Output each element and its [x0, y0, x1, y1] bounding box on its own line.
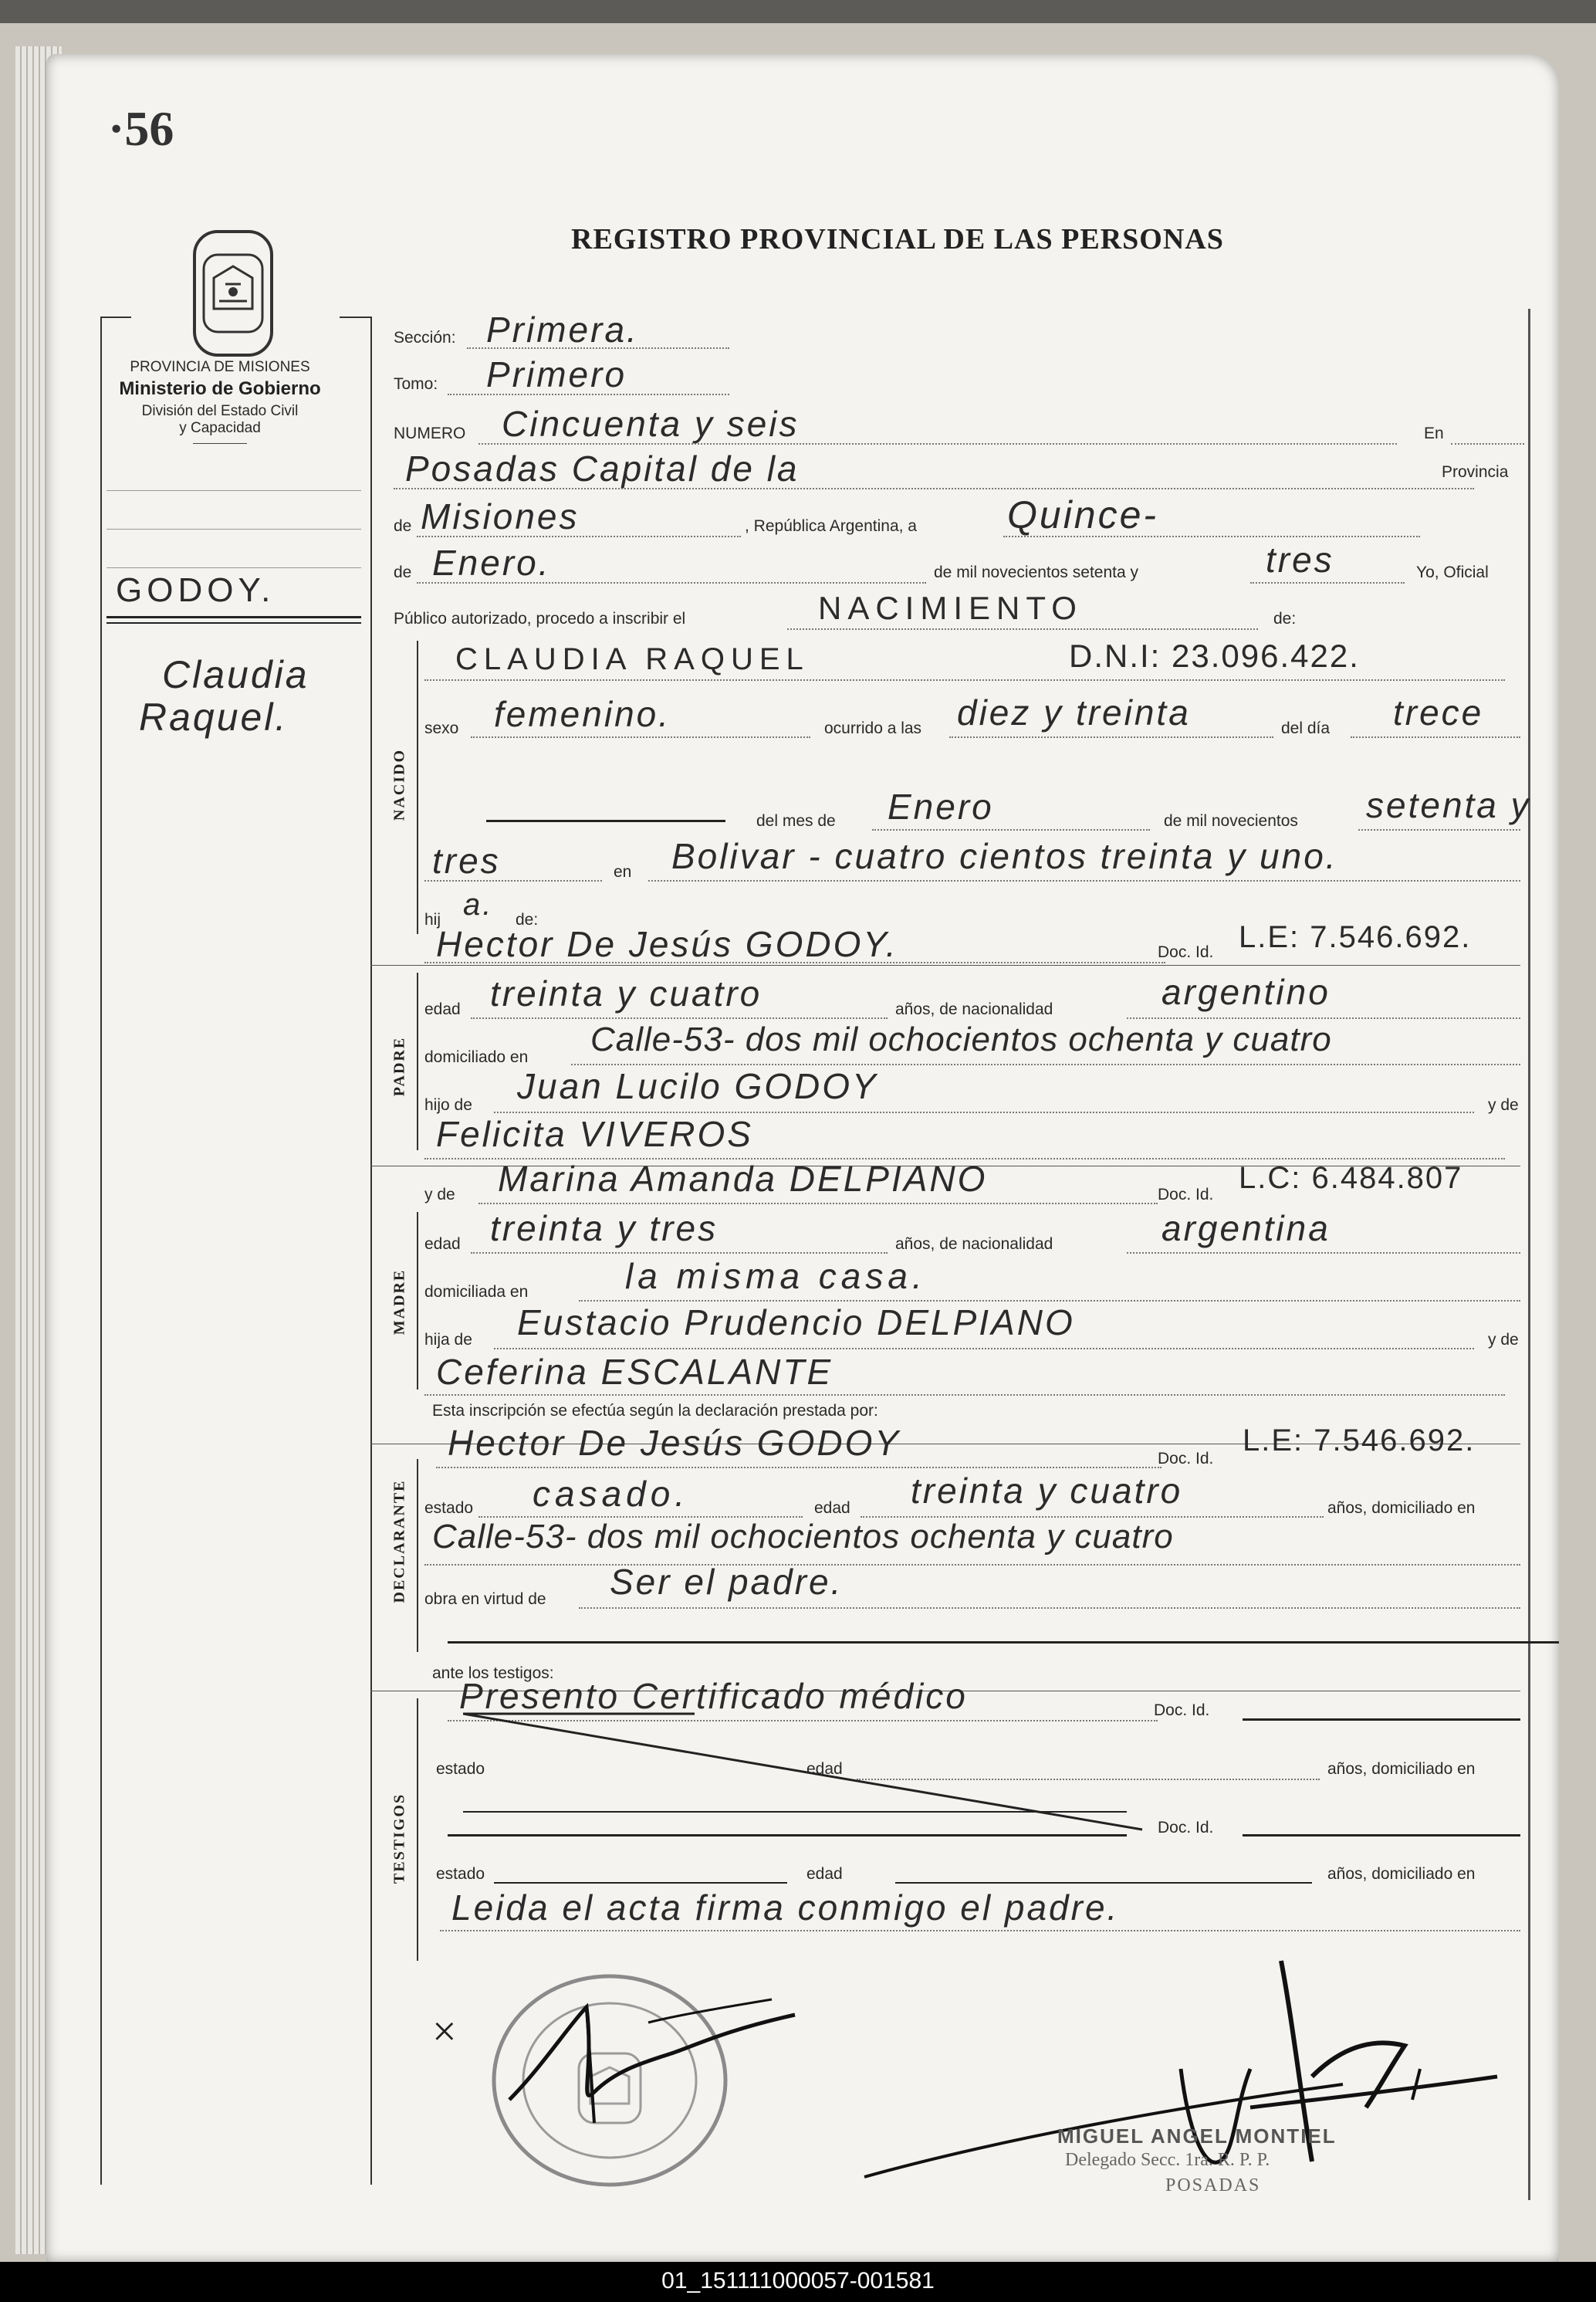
provincia-value: Misiones	[421, 496, 580, 537]
padre-nombre-dots	[424, 962, 1165, 963]
madre-madre-value: Ceferina ESCALANTE	[436, 1352, 834, 1392]
provincia-de-label: de	[394, 517, 412, 535]
padre-madre-value: Felicita VIVEROS	[436, 1114, 753, 1154]
nacido-nombre: CLAUDIA RAQUEL	[455, 642, 810, 676]
declarante-section-label: DECLARANTE	[391, 1479, 408, 1603]
testigos-edad2-line	[895, 1882, 1312, 1884]
madre-domicilio-value: la misma casa.	[625, 1256, 927, 1296]
testigos-bracket	[417, 1698, 418, 1961]
padre-section-label: PADRE	[391, 1036, 408, 1097]
seccion-dots	[467, 347, 729, 349]
madre-padre-dots	[494, 1348, 1474, 1349]
page-title: REGISTRO PROVINCIAL DE LAS PERSONAS	[571, 223, 1224, 256]
madre-nombre-dots	[478, 1203, 1158, 1204]
madre-domicilio-label: domiciliada en	[424, 1283, 529, 1301]
sexo-dots	[471, 736, 810, 738]
declarante-nombre: Hector De Jesús GODOY	[448, 1423, 901, 1463]
division-line-2: y Capacidad	[179, 420, 261, 436]
dia-dots	[1003, 536, 1420, 537]
nacido-section-label: NACIDO	[391, 748, 408, 821]
madre-doc-value: L.C: 6.484.807	[1239, 1161, 1463, 1195]
padre-doc-value: L.E: 7.546.692.	[1239, 920, 1472, 954]
margin-surname: GODOY.	[116, 571, 276, 609]
declarante-doc-value: L.E: 7.546.692.	[1243, 1424, 1476, 1457]
blank-day-line	[486, 820, 725, 822]
mil-nacimiento-label: de mil novecientos	[1164, 812, 1298, 830]
division-underline	[193, 443, 247, 444]
testigos-estado2-line	[494, 1882, 787, 1884]
anio-nacimiento-dots	[1358, 829, 1520, 831]
mark-x: ×	[432, 2008, 457, 2056]
declarante-dom-label: años, domiciliado en	[1327, 1499, 1476, 1517]
lugar-en-label: en	[614, 863, 632, 881]
mes-nacimiento-value: Enero	[888, 787, 994, 827]
testigo-2-doc-line	[1243, 1834, 1520, 1837]
declarante-obra-label: obra en virtud de	[424, 1590, 546, 1608]
sexo-value: femenino.	[494, 694, 671, 734]
provincia-label: Provincia	[1442, 463, 1509, 481]
del-mes-label: del mes de	[756, 812, 836, 830]
testigos-ante-label: ante los testigos:	[432, 1664, 554, 1682]
declarante-obra-dots	[579, 1607, 1520, 1609]
closing-text: Leida el acta firma conmigo el padre.	[451, 1887, 1120, 1928]
register-page	[46, 54, 1559, 2262]
numero-label: NUMERO	[394, 425, 466, 442]
hij-de-label: de:	[516, 911, 539, 929]
seccion-label: Sección:	[394, 329, 456, 347]
closing-dots	[440, 1930, 1520, 1931]
hora-value: diez y treinta	[957, 692, 1191, 733]
margin-rule-3	[107, 567, 361, 568]
province-name: PROVINCIA DE MISIONES	[130, 359, 310, 375]
padre-nacionalidad-dots	[1127, 1017, 1520, 1019]
padre-domicilio-value: Calle-53- dos mil ochocientos ochenta y cuatro	[590, 1021, 1332, 1058]
padre-nombre: Hector De Jesús GODOY.	[436, 924, 898, 964]
anio-dots	[1250, 582, 1405, 584]
hij-label: hij	[424, 911, 441, 929]
padre-edad-label: edad	[424, 1000, 461, 1018]
madre-edad-value: treinta y tres	[490, 1208, 719, 1248]
margin-surname-underline-2	[107, 622, 361, 624]
sexo-label: sexo	[424, 719, 459, 737]
label-column-border	[370, 317, 372, 2185]
madre-yde-label: y de	[424, 1186, 455, 1203]
republica-label: , República Argentina, a	[745, 517, 917, 535]
numero-value: Cincuenta y seis	[502, 404, 800, 444]
padre-yde-label: y de	[1488, 1096, 1519, 1114]
padre-padre-value: Juan Lucilo GODOY	[517, 1066, 878, 1106]
header-top-rule	[100, 317, 131, 318]
lugar-dots	[394, 488, 1474, 489]
acto-dots	[787, 628, 1258, 630]
madre-doc-label: Doc. Id.	[1158, 1186, 1214, 1203]
right-margin-border	[1528, 309, 1530, 2200]
acto-de-label: de:	[1273, 610, 1297, 628]
margin-surname-underline	[107, 616, 361, 618]
province-seal-icon	[179, 224, 287, 363]
madre-edad-dots	[471, 1252, 888, 1254]
seccion-value: Primera.	[486, 310, 639, 350]
padre-edad-value: treinta y cuatro	[490, 973, 762, 1014]
declarante-estado-value: casado.	[533, 1474, 690, 1514]
margin-given-name-1: Claudia	[162, 653, 309, 696]
testigo-1-doc-line	[1243, 1718, 1520, 1721]
madre-hija-label: hija de	[424, 1331, 472, 1349]
mes-value: Enero.	[432, 543, 551, 583]
padre-nacionalidad-value: argentino	[1161, 972, 1331, 1012]
padre-edad-dots	[471, 1017, 888, 1019]
anio-nacimiento-value: setenta y	[1366, 785, 1531, 825]
madre-bracket	[417, 1212, 418, 1390]
anio2-nacimiento-value: tres	[432, 841, 501, 881]
declarante-edad-value: treinta y cuatro	[911, 1471, 1183, 1511]
declarante-bracket	[417, 1459, 418, 1652]
testigos-dom2-label: años, domiciliado en	[1327, 1865, 1476, 1883]
madre-yde2-label: y de	[1488, 1331, 1519, 1349]
mes-nacimiento-dots	[872, 829, 1150, 831]
stamp-line-3: POSADAS	[1165, 2175, 1261, 2195]
hij-value: a.	[463, 888, 494, 922]
mes-dots	[417, 582, 926, 584]
left-signature	[494, 1976, 818, 2131]
page-number: ·56	[108, 101, 174, 156]
margin-rule-1	[107, 490, 361, 491]
testigos-edad-label: edad	[806, 1760, 843, 1778]
declarante-nombre-dots	[436, 1467, 1161, 1468]
lugar-nacimiento-value: Bolivar - cuatro cientos treinta y uno.	[671, 836, 1338, 876]
madre-madre-dots	[424, 1394, 1505, 1396]
declarante-domicilio-value: Calle-53- dos mil ochocientos ochenta y cuatro	[432, 1518, 1174, 1556]
testigos-estado2-label: estado	[436, 1865, 485, 1883]
ocurrido-label: ocurrido a las	[824, 719, 922, 737]
dia-value: Quince-	[1007, 493, 1159, 537]
file-id-footer	[0, 2262, 1596, 2302]
tomo-value: Primero	[486, 354, 627, 394]
mil-label: de mil novecientos setenta y	[934, 564, 1138, 581]
ministry-name: Ministerio de Gobierno	[119, 378, 321, 399]
madre-nombre: Marina Amanda DELPIANO	[498, 1159, 988, 1199]
testigos-edad2-label: edad	[806, 1865, 843, 1883]
file-id: 01_151111000057-001581	[661, 2268, 935, 2294]
testigos-doc2-label: Doc. Id.	[1158, 1819, 1214, 1837]
en-label: En	[1424, 425, 1444, 442]
padre-domicilio-label: domiciliado en	[424, 1048, 529, 1066]
padre-bracket	[417, 973, 418, 1150]
madre-padre-value: Eustacio Prudencio DELPIANO	[517, 1302, 1075, 1342]
dia-nacimiento-value: trece	[1393, 692, 1484, 733]
anio2-dots	[424, 880, 602, 882]
division-line-1: División del Estado Civil	[141, 403, 299, 419]
nacido-dni: D.N.I: 23.096.422.	[1069, 638, 1360, 674]
en-dots	[1451, 443, 1524, 445]
testigos-doc-label: Doc. Id.	[1154, 1701, 1210, 1719]
declarante-doc-label: Doc. Id.	[1158, 1450, 1214, 1468]
madre-nacionalidad-dots	[1127, 1252, 1520, 1254]
declarante-blank-line	[448, 1641, 1559, 1644]
anio-value: tres	[1266, 540, 1334, 580]
madre-nac-label: años, de nacionalidad	[895, 1235, 1053, 1253]
testigos-estado-label: estado	[436, 1760, 485, 1778]
numero-dots	[478, 443, 1397, 445]
oficial-label: Yo, Oficial	[1416, 564, 1489, 581]
left-column-border	[100, 317, 102, 2185]
publico-label: Público autorizado, procedo a inscribir el	[394, 610, 686, 628]
declarante-intro: Esta inscripción se efectúa según la declaración prestada por:	[432, 1402, 878, 1420]
nacido-nombre-dots	[424, 679, 1505, 681]
padre-top-rule	[370, 965, 1520, 966]
dia-nacimiento-dots	[1351, 736, 1520, 738]
nacido-bracket	[417, 641, 418, 934]
declarante-domicilio-dots	[424, 1564, 1520, 1566]
margin-rule-2	[107, 529, 361, 530]
madre-nacionalidad-value: argentina	[1161, 1208, 1331, 1248]
lugar-value: Posadas Capital de la	[405, 449, 800, 489]
del-dia-label: del día	[1281, 719, 1331, 737]
testigo-1-value: Presento Certificado médico	[459, 1676, 968, 1716]
acto-value: NACIMIENTO	[818, 590, 1083, 626]
declarante-obra-value: Ser el padre.	[610, 1562, 844, 1602]
madre-section-label: MADRE	[391, 1268, 408, 1335]
tomo-dots	[448, 394, 729, 395]
provincia-dots	[417, 536, 741, 537]
header-top-rule-2	[340, 317, 370, 318]
declarante-estado-label: estado	[424, 1499, 474, 1517]
stamp-line-2: Delegado Secc. 1ra. R. P. P.	[1065, 2150, 1270, 2170]
testigos-section-label: TESTIGOS	[391, 1793, 408, 1884]
margin-given-name-2: Raquel.	[139, 696, 289, 739]
mes-de-label: de	[394, 564, 412, 581]
padre-nac-label: años, de nacionalidad	[895, 1000, 1053, 1018]
padre-doc-label: Doc. Id.	[1158, 943, 1214, 961]
madre-edad-label: edad	[424, 1235, 461, 1253]
tomo-label: Tomo:	[394, 375, 438, 393]
declarante-edad-label: edad	[814, 1499, 850, 1517]
lugar-nacimiento-dots	[648, 880, 1520, 882]
testigos-dom-label: años, domiciliado en	[1327, 1760, 1476, 1778]
testigos-crossout	[463, 1698, 1158, 1837]
padre-hijo-label: hijo de	[424, 1096, 472, 1114]
hora-dots	[949, 736, 1273, 738]
stamp-line-1: MIGUEL ANGEL MONTIEL	[1057, 2124, 1337, 2148]
